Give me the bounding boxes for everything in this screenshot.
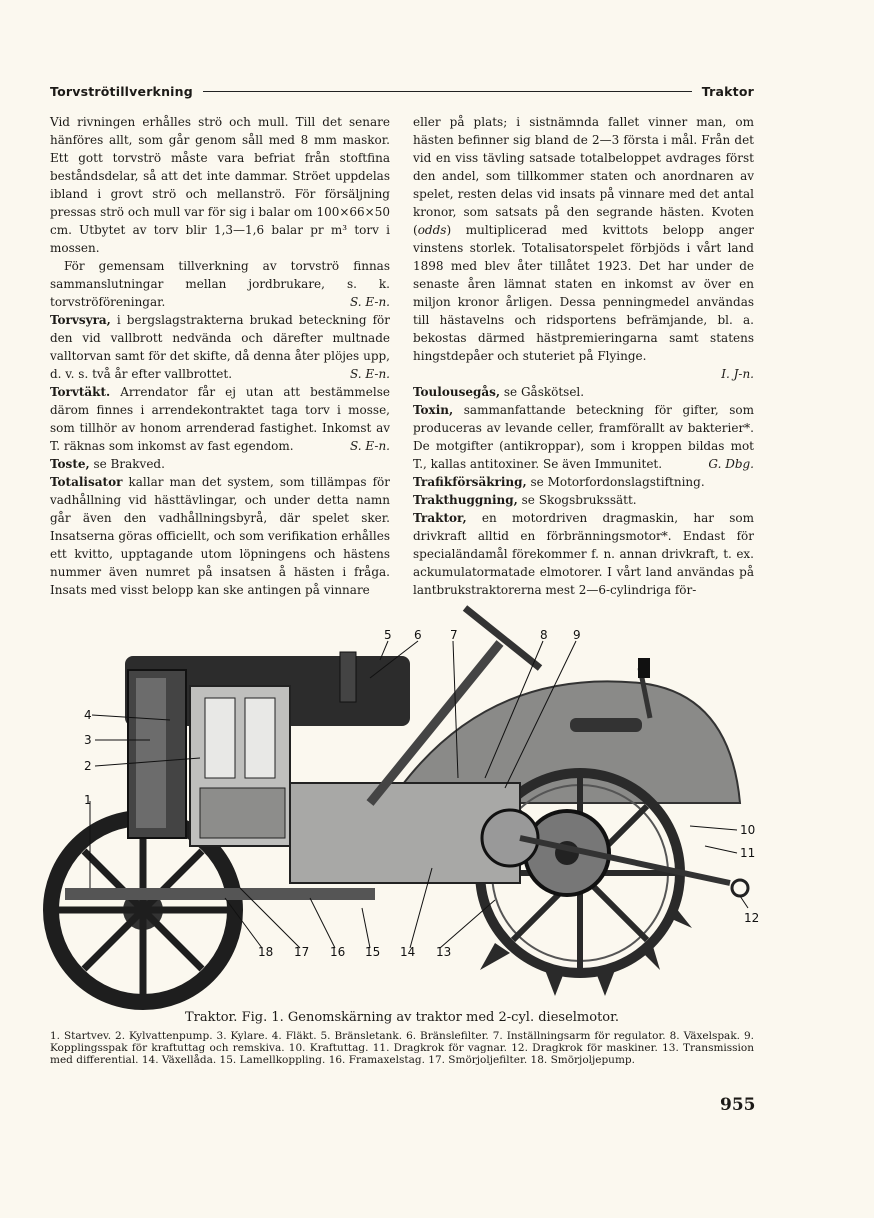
running-header [50,82,754,100]
header-left: Torvströtillverkning [50,83,193,99]
entry-torvtakt: Torvtäkt. Arrendator får ej utan att bestämmelse därom finnes i arrendekontraktet taga torv i mosse, som tillhör av honom arrenderad fastighet. Inkomst av T. räknas som inkomst av fast egendom. S. E-n. [50,385,390,453]
entry-toulousegas: Toulousegås, se Gåskötsel. [413,385,585,399]
entry-toxin: Toxin, sammanfattande beteckning för gifter, som produceras av levande celler, framförallt av bakterier*. De motgifter (antikroppar), som i kroppen bildas mot T., kallas antitoxiner. Se även Immunitet. G. Dbg. [413,403,754,471]
entry-keyword: Toxin, [413,403,454,417]
figure-label-14: 14 [400,945,416,959]
figure-label-4: 4 [84,708,92,722]
figure-caption: Traktor. Fig. 1. Genomskärning av traktor med 2-cyl. dieselmotor. [184,1010,620,1025]
entry-keyword: Traktor, [413,511,467,525]
entry-keyword: Torvtäkt. [50,385,111,399]
paragraph: Vid rivningen erhålles strö och mull. Till det senare hänföres allt, som går genom såll med 8 mm maskor. Ett gott torvströ måste vara befriat från stoftfina beståndsdelar, så att det inte dammar. Ströet uppdelas ibland i grovt strö och mellanströ. För försäljning pressas strö och mull var för sig i balar om 100×66×50 cm. Utbytet av torv blir 1,3—1,6 balar pr m³ torv i mossen. [50,115,390,255]
figure-label-7: 7 [450,628,458,642]
tractor-cutaway-illustration [40,598,770,1018]
left-column [50,113,390,599]
figure-label-5: 5 [384,628,392,642]
entry-keyword: Toste, [50,457,90,471]
entry-keyword: Totalisator [50,475,123,489]
figure-label-15: 15 [365,945,381,959]
right-column [413,113,754,599]
figure-legend: 1. Startvev. 2. Kylvattenpump. 3. Kylare. 4. Fläkt. 5. Bränsletank. 6. Bränslefilter. 7. Inställningsarm för regulator. 8. Växelspak. 9. Kopplingsspak för kraftuttag och remskiva. 10. Kraftuttag. 11. Dragkrok för vagnar. 12. Dragkrok för maskiner. 13. Transmission med differential. 14. Växellåda. 15. Lamellkoppling. 16. Framaxelstag. 17. Smörjoljefilter. 18. Smörjoljepump. [50,1030,754,1066]
paragraph: eller på plats; i sistnämnda fallet vinner man, om hästen befinner sig bland de 2—3 första i mål. Från det vid en viss tävling satsade totalbeloppet avdrages först den andel, som tillkommer staten och anordnaren av spelet, resten delas vid insats på vinnare med det antal kronor, som satsats på den segrande hästen. Kvoten (odds) multiplicerad med kvittots belopp anger vinstens storlek. Totalisatorspelet förbjöds i vårt land 1898 med blev åter tillåtet 1923. Det har under de senaste åren lämnat staten en inkomst av över en miljon kronor årligen. Dessa penningmedel användas till hästavelns och ridsportens befrämjande, bl. a. bekostas därmed hästpremieringarna samt statens hingstdepåer och stuteriet på Flyinge. [413,115,754,363]
figure-label-11: 11 [740,846,756,860]
figure-label-3: 3 [84,733,92,747]
figure-label-18: 18 [258,945,274,959]
figure-label-9: 9 [573,628,581,642]
figure-label-6: 6 [414,628,422,642]
figure-label-13: 13 [436,945,452,959]
entry-keyword: Trafikförsäkring, [413,475,527,489]
entry-traktor: Traktor, en motordriven dragmaskin, har som drivkraft alltid en förbränningsmotor*. Endast för specialändamål förekommer f. n. annan drivkraft, t. ex. ackumulatormatade elmotorer. I vårt land användas på lantbrukstraktorerna mest 2—6-cylindriga för- [413,511,754,597]
figure-label-8: 8 [540,628,548,642]
signature: S. E-n. [349,367,390,381]
figure-label-12: 12 [744,911,760,925]
page-number: 955 [720,1095,756,1115]
entry-trafikforsakring: Trafikförsäkring, se Motorfordonslagstiftning. [413,475,705,489]
figure-label-17: 17 [294,945,310,959]
header-right: Traktor [701,83,754,99]
entry-torvsyra: Torvsyra, i bergslagstrakterna brukad beteckning för den vid vallbrott nedvända och därefter multnade valltorvan samt för det skifte, då denna åter plöjes upp, d. v. s. två år efter vallbrottet. S. E-n. [50,313,390,381]
entry-totalisator: Totalisator kallar man det system, som tillämpas för vadhållning vid hästtävlingar, och under detta namn går även den vadhållningsbyrå, där spelet sker. Insatserna göras officiellt, och som verifikation erhålles ett kvitto, upptagande utom löpningens och hästens nummer även numret på insatsen å hästen i fråga. Insats med visst belopp kan ske antingen på vinnare [50,475,390,597]
signature: I. J-n. [721,367,754,381]
figure-label-1: 1 [84,793,92,807]
signature: S. E-n. [349,439,390,453]
entry-toste: Toste, se Brakved. [50,457,165,471]
signature: G. Dbg. [708,457,754,471]
figure-label-2: 2 [84,759,92,773]
entry-trakthuggning: Trakthuggning, se Skogsbrukssätt. [413,493,637,507]
entry-keyword: Trakthuggning, [413,493,518,507]
figure-label-10: 10 [740,823,756,837]
figure-label-16: 16 [330,945,346,959]
entry-keyword: Toulousegås, [413,385,501,399]
entry-keyword: Torvsyra, [50,313,111,327]
header-rule [203,91,692,92]
signature: S. E-n. [349,295,390,309]
paragraph: För gemensam tillverkning av torvströ finnas sammanslutningar mellan jordbrukare, s. k. torvströföreningar. S. E-n. [50,259,390,309]
